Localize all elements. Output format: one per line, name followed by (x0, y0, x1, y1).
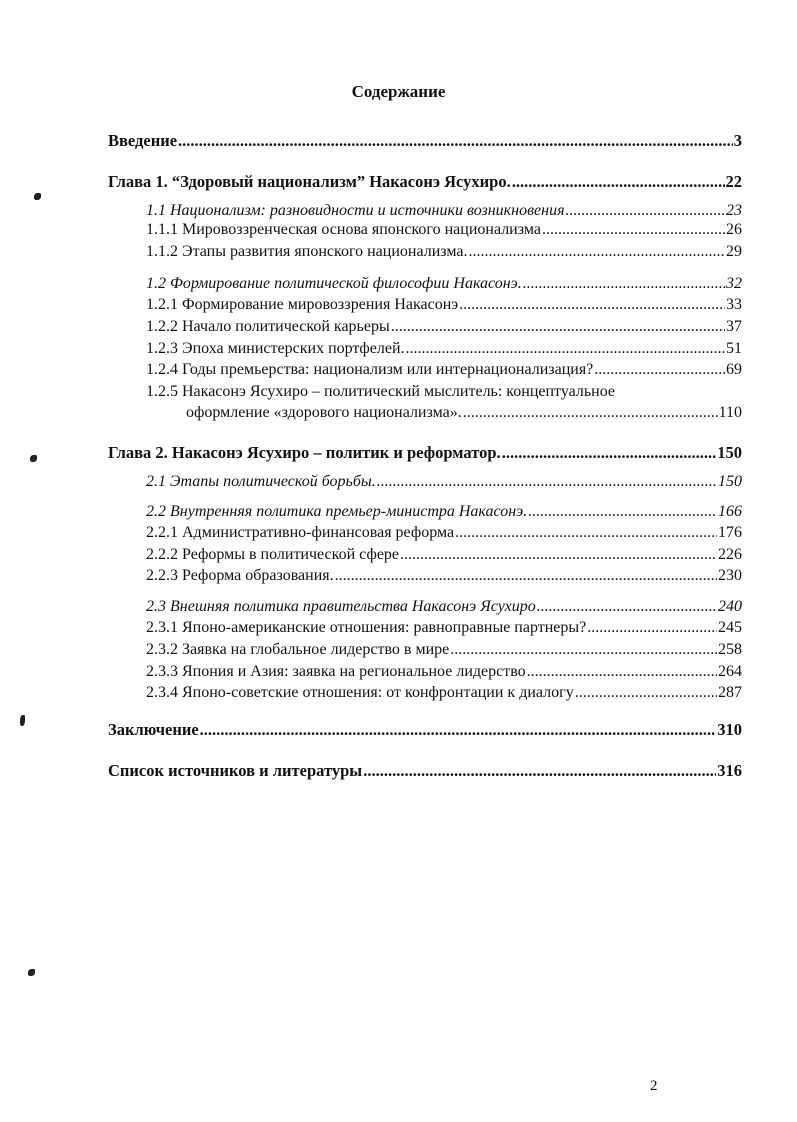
toc-entry-page: 23 (726, 202, 742, 219)
toc-entry-subsection-1-1-2[interactable] (146, 242, 742, 262)
toc-entry-subsection-1-2-2[interactable] (146, 317, 742, 337)
toc-entry-title: 1.1.2 Этапы развития японского национализма. (146, 243, 468, 260)
leader-dots (468, 242, 725, 262)
toc-entry-title: Глава 2. Накасонэ Ясухиро – политик и реформатор. (108, 443, 501, 462)
toc-entry-title: 2.2.1 Административно-финансовая реформа (146, 524, 455, 541)
toc-entry-title: 1.2.3 Эпоха министерских портфелей. (146, 340, 405, 357)
page-number: 2 (650, 1078, 658, 1094)
leader-dots (450, 640, 717, 660)
toc-entry-bibliography[interactable] (108, 761, 742, 781)
toc-entry-title: 2.3 Внешняя политика правительства Накасонэ Ясухиро (146, 598, 536, 615)
toc-entry-page: 3 (733, 131, 742, 150)
toc-entry-subsection-1-2-1[interactable] (146, 295, 742, 315)
leader-dots (377, 472, 717, 492)
toc-entry-section-2-1[interactable] (146, 472, 742, 492)
toc-entry-page: 22 (725, 172, 742, 191)
toc-entry-page: 37 (726, 318, 742, 335)
toc-entry-subsection-1-2-5[interactable]: 1.2.5 Накасонэ Ясухиро – политический мыслитель: концептуальное (146, 383, 615, 400)
toc-entry-subsection-2-3-1[interactable] (146, 618, 742, 638)
toc-entry-page: 240 (718, 598, 742, 615)
leader-dots (587, 618, 717, 638)
page-title: Содержание (351, 82, 446, 101)
toc-entry-page: 166 (718, 503, 742, 520)
toc-entry-page: 264 (718, 663, 742, 680)
toc-entry-title: 2.1 Этапы политической борьбы. (146, 473, 376, 490)
toc-entry-title: 2.2.2 Реформы в политической сфере (146, 546, 400, 563)
toc-entry-subsection-2-2-1[interactable] (146, 523, 742, 543)
leader-dots (512, 172, 725, 192)
leader-dots (575, 683, 717, 703)
toc-entry-subsection-1-1-1[interactable] (146, 220, 742, 240)
toc-entry-page: 110 (718, 404, 742, 421)
toc-entry-title: Список источников и литературы (108, 761, 363, 780)
toc-entry-section-1-2[interactable] (146, 274, 742, 294)
leader-dots (463, 403, 718, 423)
toc-entry-title: 2.3.4 Японо-советские отношения: от конфронтации к диалогу (146, 684, 574, 701)
toc-entry-page: 258 (718, 641, 742, 658)
toc-entry-title: 1.1 Национализм: разновидности и источники возникновения (146, 202, 565, 219)
leader-dots (542, 220, 725, 240)
leader-dots (363, 761, 716, 781)
scan-speck (28, 969, 35, 976)
leader-dots (400, 545, 717, 565)
leader-dots (527, 662, 717, 682)
toc-entry-introduction[interactable] (108, 131, 742, 151)
toc-entry-subsection-2-3-3[interactable] (146, 662, 742, 682)
toc-entry-subsection-1-2-3[interactable] (146, 339, 742, 359)
scan-speck (30, 455, 37, 462)
toc-entry-page: 245 (718, 619, 742, 636)
leader-dots (178, 131, 733, 151)
toc-entry-subsection-2-2-2[interactable] (146, 545, 742, 565)
leader-dots (200, 720, 717, 740)
leader-dots (455, 523, 717, 543)
toc-entry-page: 69 (726, 361, 742, 378)
leader-dots (391, 317, 725, 337)
toc-entry-subsection-1-2-5-cont[interactable] (186, 403, 742, 423)
toc-entry-page: 150 (717, 443, 742, 462)
toc-entry-page: 316 (717, 761, 742, 780)
toc-entry-page: 287 (718, 684, 742, 701)
toc-entry-title: 1.2.2 Начало политической карьеры (146, 318, 390, 335)
toc-entry-title: Введение (108, 131, 178, 150)
toc-entry-page: 230 (718, 567, 742, 584)
toc-entry-page: 33 (726, 296, 742, 313)
toc-entry-chapter-1[interactable] (108, 172, 742, 192)
toc-entry-title: 1.2 Формирование политической философии Накасонэ. (146, 275, 522, 292)
leader-dots (459, 295, 725, 315)
toc-entry-title: 1.1.1 Мировоззренческая основа японского национализма (146, 221, 541, 238)
toc-entry-title: оформление «здорового национализма». (186, 404, 462, 421)
toc-entry-title: 2.3.1 Японо-американские отношения: равноправные партнеры? (146, 619, 587, 636)
leader-dots (594, 360, 725, 380)
toc-entry-title: 2.3.3 Япония и Азия: заявка на региональное лидерство (146, 663, 526, 680)
leader-dots (406, 339, 725, 359)
leader-dots (502, 443, 717, 463)
toc-entry-section-2-3[interactable] (146, 597, 742, 617)
toc-entry-page: 176 (718, 524, 742, 541)
toc-entry-title: Глава 1. “Здоровый национализм” Накасонэ Ясухиро. (108, 172, 511, 191)
scan-speck (20, 715, 25, 726)
toc-entry-title: Заключение (108, 720, 199, 739)
toc-entry-subsection-2-3-2[interactable] (146, 640, 742, 660)
leader-dots (528, 502, 717, 522)
leader-dots (335, 566, 717, 586)
toc-entry-chapter-2[interactable] (108, 443, 742, 463)
toc-entry-section-2-2[interactable] (146, 502, 742, 522)
toc-entry-subsection-1-2-4[interactable] (146, 360, 742, 380)
toc-entry-subsection-2-3-4[interactable] (146, 683, 742, 703)
toc-entry-page: 26 (726, 221, 742, 238)
leader-dots (523, 274, 725, 294)
toc-entry-page: 226 (718, 546, 742, 563)
toc-entry-page: 150 (718, 473, 742, 490)
toc-entry-title: 1.2.1 Формирование мировоззрения Накасонэ (146, 296, 459, 313)
toc-entry-conclusion[interactable] (108, 720, 742, 740)
scan-speck (34, 193, 41, 200)
toc-entry-section-1-1[interactable] (146, 201, 742, 221)
toc-entry-subsection-2-2-3[interactable] (146, 566, 742, 586)
toc-entry-page: 51 (726, 340, 742, 357)
toc-entry-page: 32 (726, 275, 742, 292)
leader-dots (566, 201, 725, 221)
toc-entry-page: 29 (726, 243, 742, 260)
toc-entry-title: 2.3.2 Заявка на глобальное лидерство в мире (146, 641, 450, 658)
leader-dots (537, 597, 717, 617)
toc-entry-title: 2.2 Внутренняя политика премьер-министра Накасонэ. (146, 503, 528, 520)
toc-entry-title: 2.2.3 Реформа образования. (146, 567, 334, 584)
toc-entry-title: 1.2.4 Годы премьерства: национализм или интернационализация? (146, 361, 594, 378)
toc-entry-page: 310 (717, 720, 742, 739)
